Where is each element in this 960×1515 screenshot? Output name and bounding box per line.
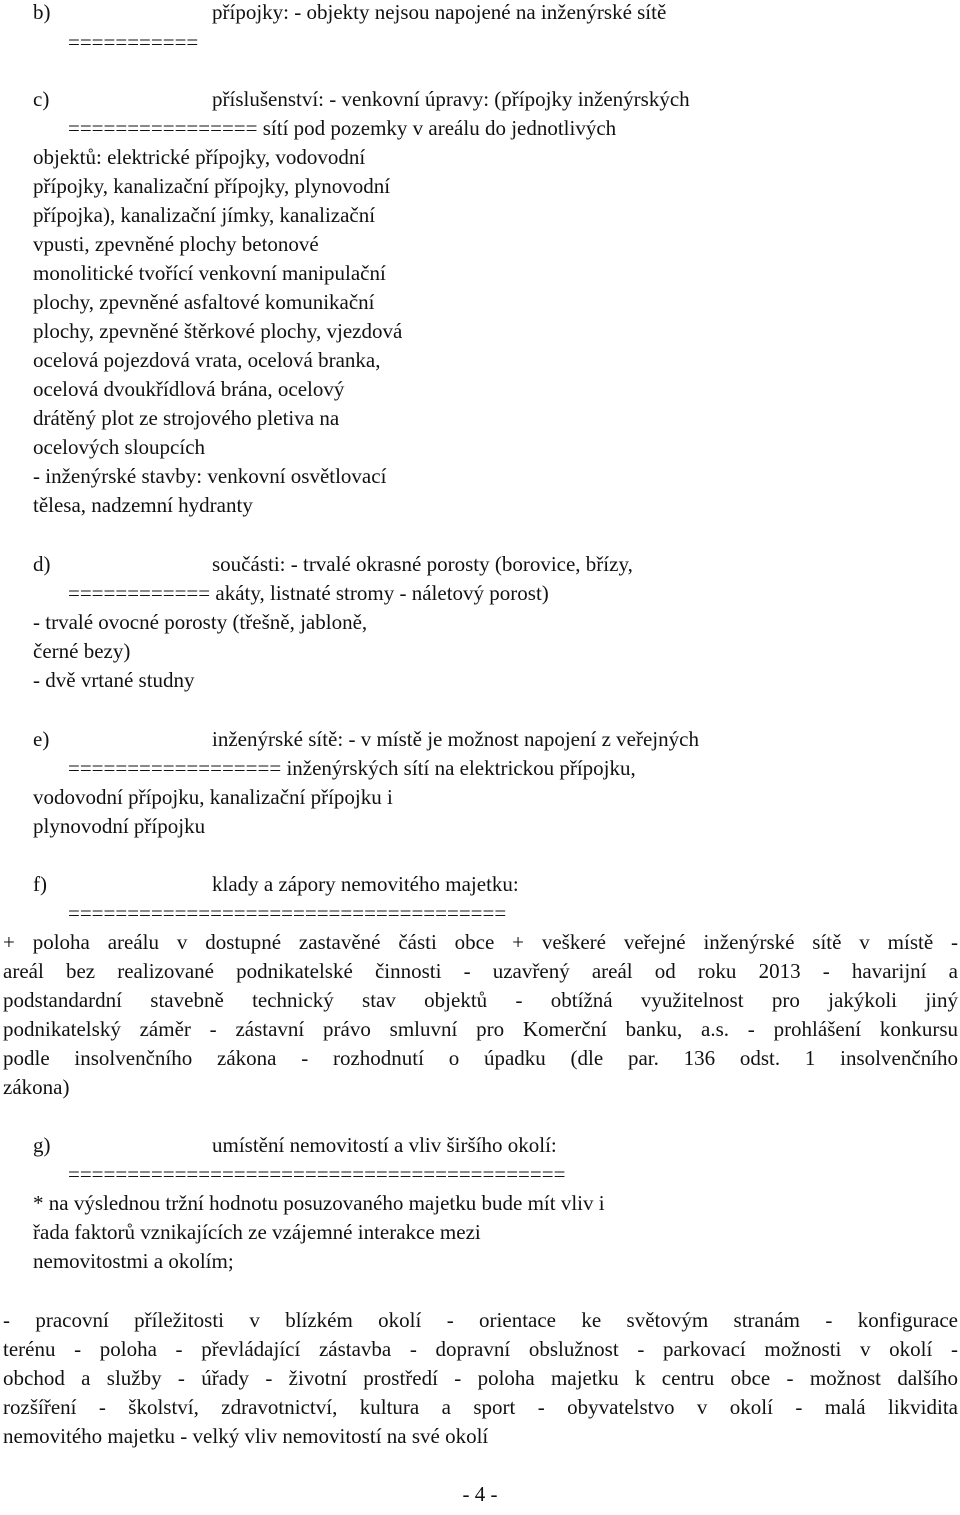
- section-d-underline: ============: [68, 581, 211, 605]
- section-d-line: - dvě vrtané studny: [33, 668, 195, 692]
- section-g-title: umístění nemovitostí a vliv širšího okolí:: [212, 1133, 557, 1157]
- section-e-line: plynovodní přípojku: [33, 814, 206, 838]
- section-f-paragraph-line: areál bez realizované podnikatelské činnosti - uzavřený areál od roku 2013 - havarijní a: [3, 959, 958, 983]
- section-b-title: přípojky: - objekty nejsou napojené na inženýrské sítě: [212, 0, 667, 24]
- section-g-letter: g): [33, 1133, 51, 1157]
- section-c-line: vpusti, zpevněné plochy betonové: [33, 232, 319, 256]
- section-d-line: černé bezy): [33, 639, 131, 663]
- section-c-line: objektů: elektrické přípojky, vodovodní: [33, 145, 366, 169]
- section-c-line: přípojky, kanalizační přípojky, plynovodní: [33, 174, 391, 198]
- section-e-line2: inženýrských sítí na elektrickou přípojku,: [286, 756, 636, 780]
- section-g-paragraph-line: terénu - poloha - převládající zástavba - dopravní obslužnost - parkovací možnosti v okolí -: [3, 1337, 958, 1361]
- section-g-paragraph-line: obchod a služby - úřady - životní prostředí - poloha majetku k centru obce - možnost dalšího: [3, 1366, 958, 1390]
- section-c-line: plochy, zpevněné štěrkové plochy, vjezdová: [33, 319, 403, 343]
- section-e-underline-line: [68, 756, 636, 780]
- section-g-underline: ==========================================: [68, 1162, 566, 1186]
- section-c-line2: sítí pod pozemky v areálu do jednotlivých: [262, 116, 617, 140]
- section-c-line: ocelová dvoukřídlová brána, ocelový: [33, 377, 345, 401]
- section-e-title: inženýrské sítě: - v místě je možnost napojení z veřejných: [212, 727, 699, 751]
- section-g-line: řada faktorů vznikajících ze vzájemné interakce mezi: [33, 1220, 481, 1244]
- section-f-underline: =====================================: [68, 901, 507, 925]
- section-e-letter: e): [33, 727, 50, 751]
- section-c-underline-line: [68, 116, 616, 140]
- section-g-line: nemovitostmi a okolím;: [33, 1249, 234, 1273]
- section-g-line: * na výslednou tržní hodnotu posuzovaného majetku bude mít vliv i: [33, 1191, 605, 1215]
- section-c-line: ocelová pojezdová vrata, ocelová branka,: [33, 348, 381, 372]
- section-c-title: příslušenství: - venkovní úpravy: (přípojky inženýrských: [212, 87, 690, 111]
- section-c-line: plochy, zpevněné asfaltové komunikační: [33, 290, 375, 314]
- section-c-line: drátěný plot ze strojového pletiva na: [33, 406, 340, 430]
- section-f-paragraph-line: + poloha areálu v dostupné zastavěné části obce + veškeré veřejné inženýrské sítě v místě -: [3, 930, 958, 954]
- section-c-line: monolitické tvořící venkovní manipulační: [33, 261, 386, 285]
- section-f-title: klady a zápory nemovitého majetku:: [212, 872, 519, 896]
- section-d-title: součásti: - trvalé okrasné porosty (borovice, břízy,: [212, 552, 633, 576]
- section-f-paragraph-line: podstandardní stavebně technický stav objektů - obtížná využitelnost pro jakýkoli jiný: [3, 988, 958, 1012]
- page-number: - 4 -: [462, 1482, 498, 1506]
- section-f-paragraph-line: podnikatelský záměr - zástavní právo smluvní pro Komerční banku, a.s. - prohlášení konkursu: [3, 1017, 958, 1041]
- section-c-line: tělesa, nadzemní hydranty: [33, 493, 253, 517]
- section-f-letter: f): [33, 872, 47, 896]
- section-f-paragraph-last: zákona): [3, 1075, 70, 1099]
- section-e-line: vodovodní přípojku, kanalizační přípojku i: [33, 785, 393, 809]
- section-f-paragraph-line: podle insolvenčního zákona - rozhodnutí o úpadku (dle par. 136 odst. 1 insolvenčního: [3, 1046, 958, 1070]
- section-c-line: ocelových sloupcích: [33, 435, 206, 459]
- section-g-paragraph-last: nemovitého majetku - velký vliv nemovitostí na své okolí: [3, 1424, 489, 1448]
- section-g-paragraph-line: rozšíření - školství, zdravotnictví, kultura a sport - obyvatelstvo v okolí - malá likvidita: [3, 1395, 958, 1419]
- section-d-line2: akáty, listnaté stromy - náletový porost): [215, 581, 549, 605]
- section-b-underline: ===========: [68, 30, 199, 54]
- section-d-underline-line: [68, 581, 549, 605]
- section-b-letter: b): [33, 0, 51, 24]
- section-g-paragraph-line: - pracovní příležitosti v blízkém okolí - orientace ke světovým stranám - konfigurace: [3, 1308, 958, 1332]
- section-d-letter: d): [33, 552, 51, 576]
- section-c-underline: ================: [68, 116, 258, 140]
- section-d-line: - trvalé ovocné porosty (třešně, jabloně,: [33, 610, 368, 634]
- section-c-line: přípojka), kanalizační jímky, kanalizační: [33, 203, 376, 227]
- section-c-letter: c): [33, 87, 50, 111]
- section-e-underline: ==================: [68, 756, 282, 780]
- section-c-line: - inženýrské stavby: venkovní osvětlovací: [33, 464, 387, 488]
